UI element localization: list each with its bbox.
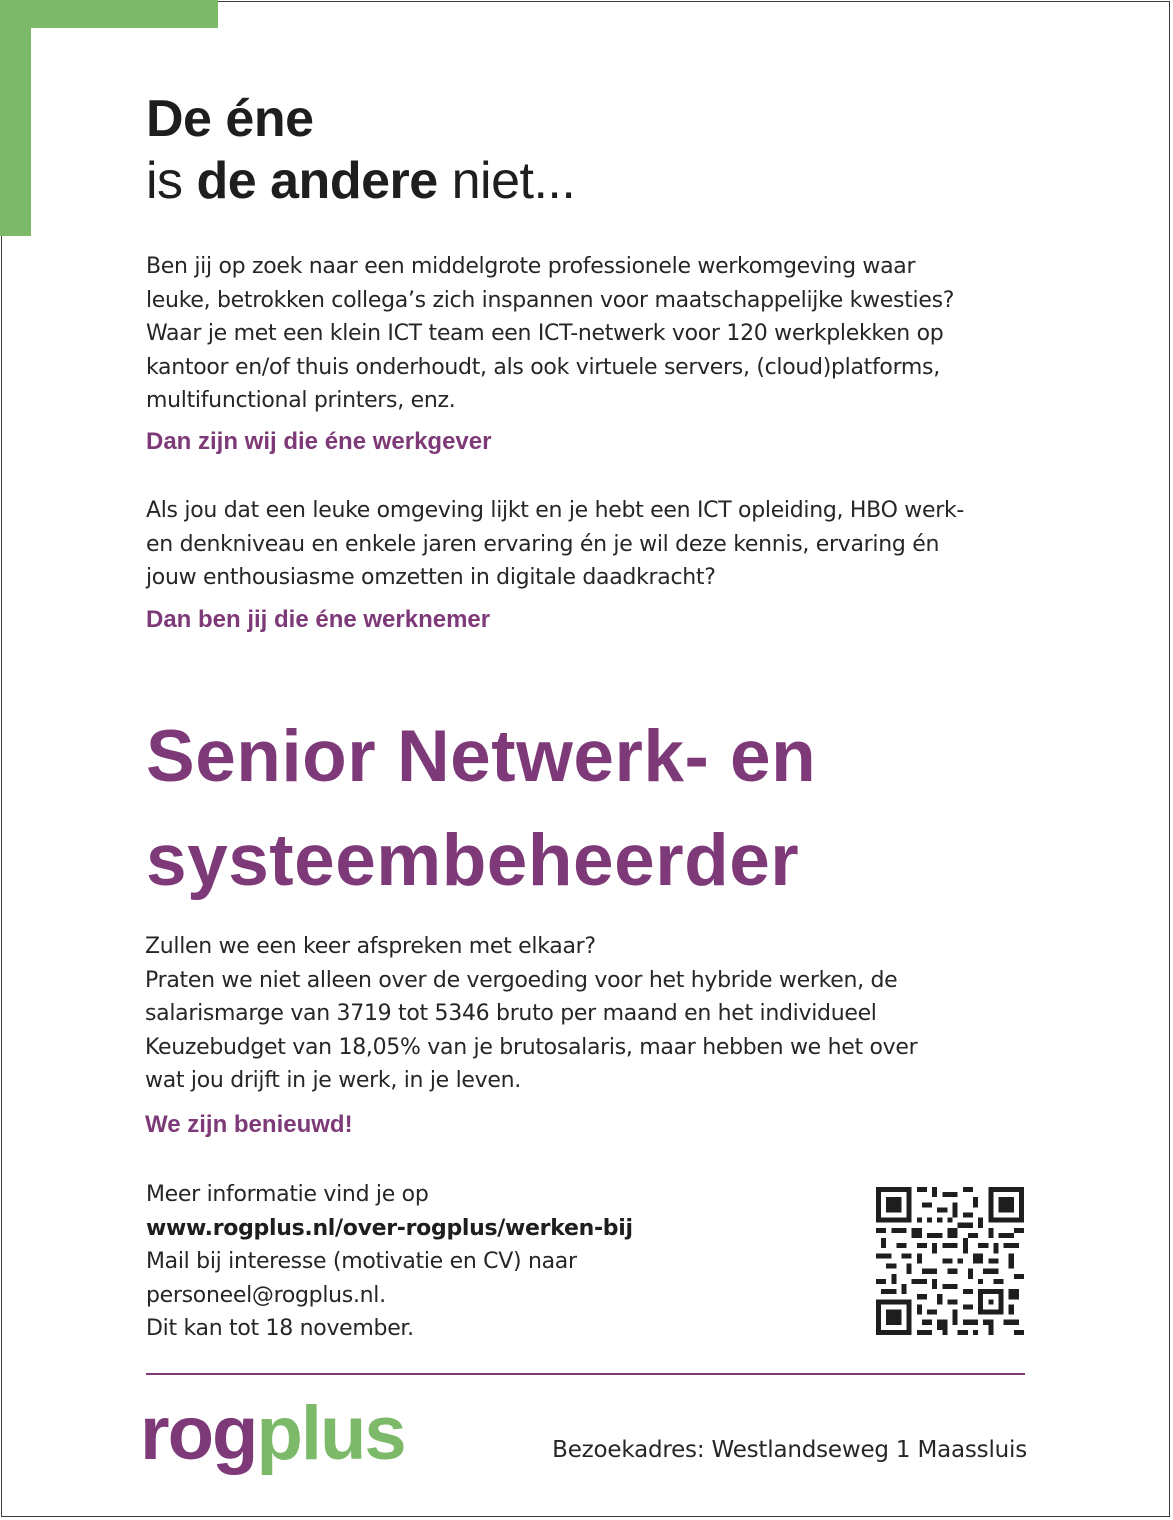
job-title-line2: systeembeheerder <box>146 820 800 901</box>
footer-divider <box>146 1373 1025 1375</box>
qr-code-icon[interactable] <box>876 1187 1024 1335</box>
job-title-line1: Senior Netwerk- en <box>146 716 817 797</box>
logo-part-rog: rog <box>140 1391 257 1476</box>
headline-line2-bold: de andere <box>196 152 438 210</box>
offer-line: wat jou drijft in je werk, in je leven. <box>145 1068 521 1093</box>
careers-link[interactable]: www.rogplus.nl/over-rogplus/werken-bij <box>146 1215 633 1241</box>
offer-line: salarismarge van 3719 tot 5346 bruto per maand en het individueel <box>145 1001 877 1026</box>
candidate-line: en denkniveau en enkele jaren ervaring én je wil deze kennis, ervaring én <box>146 531 940 557</box>
offer-line: Praten we niet alleen over de vergoeding voor het hybride werken, de <box>145 967 898 993</box>
intro-paragraph <box>146 250 1046 418</box>
intro-line: Ben jij op zoek naar een middelgrote professionele werkomgeving waar <box>146 254 916 279</box>
candidate-line: jouw enthousiasme omzetten in digitale daadkracht? <box>146 565 716 590</box>
logo-part-plus: plus <box>256 1391 405 1476</box>
headline <box>146 88 575 212</box>
offer-line: Keuzebudget van 18,05% van je brutosalaris, maar hebben we het over <box>145 1034 918 1060</box>
offer-paragraph <box>145 930 1045 1098</box>
contact-mail-intro: Mail bij interesse (motivatie en CV) naar <box>146 1249 577 1274</box>
visiting-address: Bezoekadres: Westlandseweg 1 Maassluis <box>552 1437 1027 1463</box>
job-title <box>146 705 816 913</box>
curious-tagline: We zijn benieuwd! <box>145 1111 353 1138</box>
headline-line2-pre: is <box>146 152 197 210</box>
intro-line: kantoor en/of thuis onderhoudt, als ook virtuele servers, (cloud)platforms, <box>146 354 940 380</box>
intro-line: multifunctional printers, enz. <box>146 388 456 413</box>
email-link[interactable]: personeel@rogplus.nl. <box>146 1282 386 1308</box>
intro-line: leuke, betrokken collega’s zich inspannen voor maatschappelijke kwesties? <box>146 287 955 313</box>
deadline: Dit kan tot 18 november. <box>146 1316 414 1341</box>
employee-tagline: Dan ben jij die éne werknemer <box>146 606 491 633</box>
corner-accent-vertical <box>0 0 31 236</box>
candidate-line: Als jou dat een leuke omgeving lijkt en je hebt een ICT opleiding, HBO werk- <box>146 498 965 523</box>
contact-block <box>146 1178 633 1346</box>
candidate-paragraph <box>146 494 1046 595</box>
headline-line2 <box>146 150 575 212</box>
offer-line: Zullen we een keer afspreken met elkaar? <box>145 934 596 959</box>
headline-line2-post: niet... <box>437 152 576 210</box>
contact-intro: Meer informatie vind je op <box>146 1182 429 1207</box>
headline-line1: De éne <box>146 90 314 148</box>
corner-accent-horizontal <box>0 0 218 28</box>
rogplus-logo <box>140 1390 405 1477</box>
intro-line: Waar je met een klein ICT team een ICT-netwerk voor 120 werkplekken op <box>146 321 944 346</box>
employer-tagline: Dan zijn wij die éne werkgever <box>146 428 492 455</box>
